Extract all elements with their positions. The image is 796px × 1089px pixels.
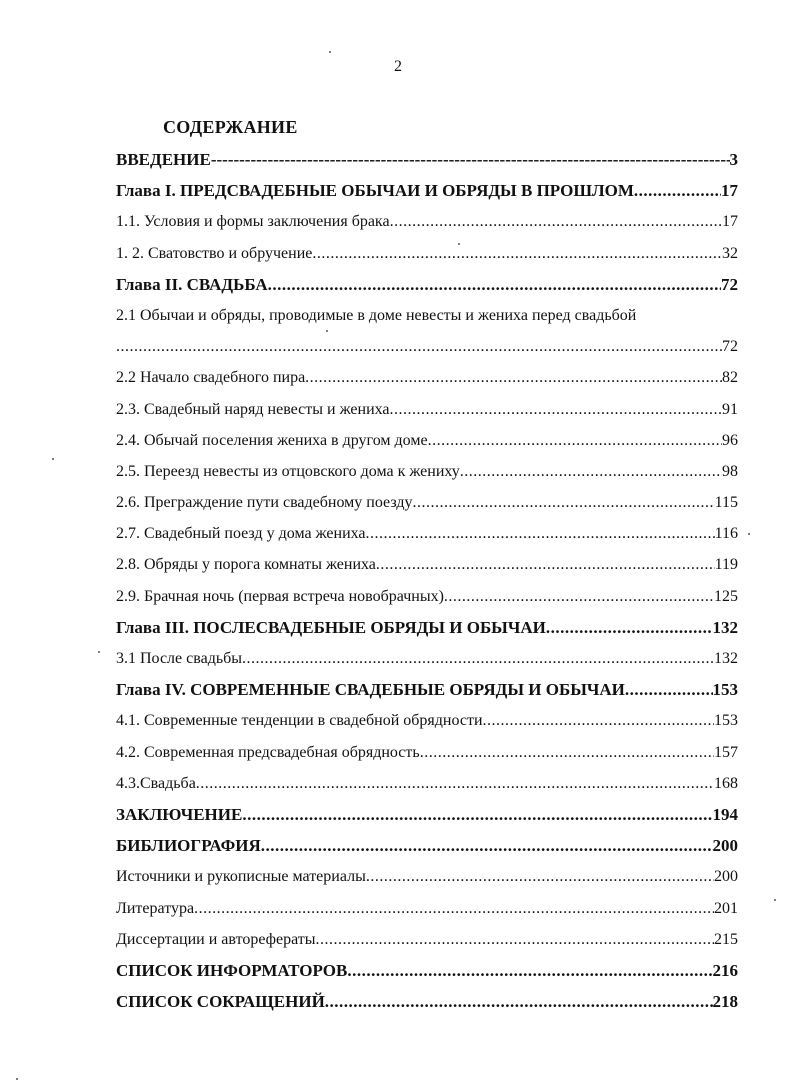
toc-title: СОДЕРЖАНИЕ	[163, 117, 298, 137]
toc-leader	[483, 705, 714, 736]
toc-entry-page: 82	[722, 369, 738, 387]
toc-entry[interactable]	[116, 206, 738, 237]
toc-entry-page: 115	[714, 494, 738, 512]
toc-leader	[390, 206, 722, 237]
toc-entry-informants[interactable]	[116, 955, 738, 986]
toc-leader	[460, 456, 722, 487]
toc-entry-page: 218	[712, 992, 738, 1012]
toc-leader	[366, 518, 715, 549]
scan-speck	[329, 51, 331, 53]
toc-entry[interactable]	[116, 362, 738, 393]
toc-entry-label: 1.1. Условия и формы заключения брака	[116, 213, 390, 231]
toc-entry-label: Глава IV. СОВРЕМЕННЫЕ СВАДЕБНЫЕ ОБРЯДЫ И ОБЫЧАИ	[116, 680, 625, 700]
scan-speck	[16, 1078, 18, 1080]
toc-entry-label: 4.3.Свадьба	[116, 774, 196, 792]
toc-entry[interactable]	[116, 238, 738, 269]
toc-entry-page: 132	[712, 617, 738, 637]
toc-leader	[366, 861, 714, 892]
toc-entry-label: 2.3. Свадебный наряд невесты и жениха	[116, 400, 390, 418]
toc-entry-label: 4.1. Современные тенденции в свадебной обрядности	[116, 712, 483, 730]
toc-leader	[268, 269, 721, 300]
toc-leader	[444, 581, 714, 612]
toc-leader	[242, 643, 714, 674]
toc-leader	[376, 549, 715, 580]
toc-entry-chapter-4[interactable]	[116, 674, 738, 705]
toc-entry-label: 2.2 Начало свадебного пира	[116, 369, 306, 387]
toc-leader	[347, 955, 712, 986]
toc-entry-introduction[interactable]	[116, 144, 738, 175]
toc-entry-page: 17	[721, 181, 738, 201]
toc-leader	[420, 737, 714, 768]
toc-entry-page: 132	[714, 650, 738, 667]
toc-entry-page: 17	[722, 213, 738, 231]
scan-speck	[326, 330, 328, 332]
toc-entry-page: 119	[714, 556, 738, 574]
toc-leader	[242, 799, 712, 830]
toc-entry-page: 194	[712, 804, 738, 824]
toc-entry[interactable]	[116, 643, 738, 674]
toc-entry[interactable]	[116, 394, 738, 425]
toc-entry-page: 72	[721, 274, 738, 294]
toc-entry-page: 168	[714, 774, 738, 792]
toc-entry-label: 2.7. Свадебный поезд у дома жениха	[116, 525, 366, 543]
scan-speck	[458, 243, 460, 245]
toc-entry-chapter-1[interactable]	[116, 175, 738, 206]
toc-entry[interactable]	[116, 456, 738, 487]
toc-entry-wrapped-label[interactable]	[116, 300, 738, 331]
toc-entry-page: 98	[722, 462, 738, 480]
toc-entry-page: 153	[712, 680, 738, 700]
toc-entry-page: 125	[714, 587, 738, 605]
toc-entry-page: 91	[722, 400, 738, 418]
scan-speck	[52, 458, 54, 460]
toc-leader	[413, 487, 715, 518]
toc-entry-label: 2.5. Переезд невесты из отцовского дома к жениху	[116, 462, 460, 480]
scan-speck	[748, 533, 750, 535]
toc-leader	[305, 362, 722, 393]
toc-entry[interactable]	[116, 549, 738, 580]
toc-entry[interactable]	[116, 861, 738, 892]
toc-entry-label: 3.1 После свадьбы	[116, 650, 243, 667]
table-of-contents	[116, 144, 738, 1017]
toc-entry[interactable]	[116, 924, 738, 955]
toc-leader	[634, 175, 721, 206]
toc-entry-page: 200	[714, 868, 738, 886]
toc-entry-page: 200	[712, 836, 738, 856]
toc-leader	[116, 331, 722, 362]
toc-entry[interactable]	[116, 487, 738, 518]
toc-entry-chapter-2[interactable]	[116, 269, 738, 300]
toc-entry-page: 201	[714, 899, 738, 917]
toc-entry-label: 2.4. Обычай поселения жениха в другом доме	[116, 431, 428, 449]
toc-entry-label: Источники и рукописные материалы	[116, 868, 366, 886]
toc-entry-label: ВВЕДЕНИЕ	[116, 150, 211, 169]
toc-leader	[194, 893, 714, 924]
toc-entry-page: 3	[729, 150, 738, 169]
scan-speck	[774, 899, 776, 901]
toc-entry[interactable]	[116, 893, 738, 924]
toc-entry-label: Диссертации и авторефераты	[116, 930, 316, 948]
toc-entry-label: 2.6. Преграждение пути свадебному поезду	[116, 494, 413, 512]
toc-entry-label: Глава II. СВАДЬБА	[116, 274, 268, 294]
toc-entry-wrapped-leader[interactable]	[116, 331, 738, 362]
toc-leader	[390, 394, 722, 425]
toc-entry-label: 4.2. Современная предсвадебная обрядность	[116, 743, 420, 761]
toc-entry[interactable]	[116, 705, 738, 736]
toc-leader	[325, 986, 713, 1017]
toc-entry-label: 1. 2. Сватовство и обручение	[116, 244, 313, 262]
toc-entry-label: ЗАКЛЮЧЕНИЕ	[116, 804, 243, 824]
toc-entry-label: 2.8. Обряды у порога комнаты жениха	[116, 556, 376, 574]
toc-leader	[196, 768, 714, 799]
toc-entry-label: Глава I. ПРЕДСВАДЕБНЫЕ ОБЫЧАИ И ОБРЯДЫ В ПРОШЛОМ	[116, 181, 634, 201]
toc-entry[interactable]	[116, 425, 738, 456]
toc-entry-label: СПИСОК ИНФОРМАТОРОВ	[116, 960, 348, 980]
toc-leader	[546, 612, 713, 643]
toc-entry-label: 2.1 Обычаи и обряды, проводимые в доме невесты и жениха перед свадьбой	[116, 306, 637, 324]
toc-entry-label: БИБЛИОГРАФИЯ	[116, 836, 261, 856]
toc-entry-chapter-3[interactable]	[116, 612, 738, 643]
toc-entry-bibliography[interactable]	[116, 830, 738, 861]
toc-leader	[312, 238, 722, 269]
toc-leader	[261, 830, 713, 861]
toc-entry-label: 2.9. Брачная ночь (первая встреча новобрачных)	[116, 587, 444, 605]
scan-speck	[98, 651, 100, 653]
toc-leader	[428, 425, 722, 456]
page-number: 2	[394, 58, 402, 75]
toc-entry[interactable]	[116, 768, 738, 799]
toc-entry-abbreviations[interactable]	[116, 986, 738, 1017]
toc-entry[interactable]	[116, 737, 738, 768]
toc-leader	[211, 144, 730, 175]
toc-entry-page: 96	[722, 431, 738, 449]
toc-entry-label: Литература	[116, 899, 195, 917]
toc-entry-page: 216	[712, 960, 738, 980]
toc-entry-page: 32	[722, 244, 738, 262]
toc-entry-page: 215	[714, 930, 738, 948]
toc-entry[interactable]	[116, 518, 738, 549]
toc-entry-label: Глава III. ПОСЛЕСВАДЕБНЫЕ ОБРЯДЫ И ОБЫЧАИ	[116, 617, 546, 637]
toc-entry[interactable]	[116, 581, 738, 612]
toc-leader	[625, 674, 713, 705]
toc-entry-page: 157	[714, 743, 738, 761]
toc-entry-page: 72	[722, 338, 738, 356]
toc-entry-conclusion[interactable]	[116, 799, 738, 830]
toc-leader	[316, 924, 714, 955]
toc-entry-page: 116	[714, 525, 738, 543]
toc-entry-label: СПИСОК СОКРАЩЕНИЙ	[116, 992, 325, 1012]
toc-entry-page: 153	[714, 712, 738, 730]
